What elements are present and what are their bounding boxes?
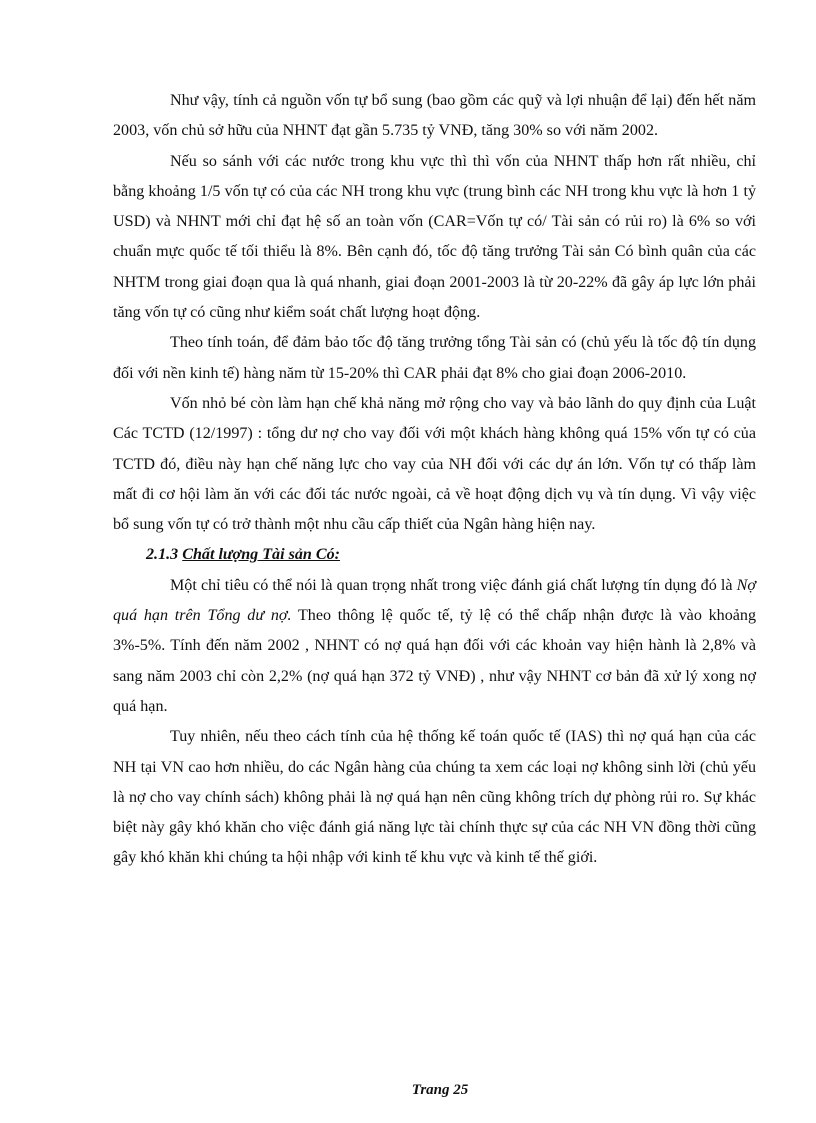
- overdue-prefix: Một chỉ tiêu có thể nói là quan trọng nhất trong việc đánh giá chất lượng tín dụng đó là: [170, 576, 737, 594]
- overdue-emphasis: Nợ quá hạn trên Tổng dư nợ.: [113, 576, 756, 625]
- paragraph-overdue-debt: [113, 571, 756, 722]
- paragraph-owner-equity: Như vậy, tính cả nguồn vốn tự bổ sung (bao gồm các quỹ và lợi nhuận để lại) đến hết năm 2003, vốn chủ sở hữu của NHNT đạt gần 5.735 tỷ VNĐ, tăng 30% so với năm 2002.: [113, 92, 756, 140]
- overdue-suffix: Theo thông lệ quốc tế, tỷ lệ có thể chấp nhận được là vào khoảng 3%-5%. Tính đến năm 2002 , NHNT có nợ quá hạn đối với các khoản vay hiện hành là 2,8% và sang năm 2003 chỉ còn 2,2% (nợ quá hạn 372 tỷ VNĐ) , như vậy NHNT cơ bản đã xử lý xong nợ quá hạn.: [113, 607, 756, 715]
- section-title: Chất lượng Tài sản Có:: [182, 546, 341, 564]
- paragraph-lending-limit: Vốn nhỏ bé còn làm hạn chế khả năng mở rộng cho vay và bảo lãnh do quy định của Luật Các TCTD (12/1997) : tổng dư nợ cho vay đối với một khách hàng không quá 15% vốn tự có của TCTD đó, điều này hạn chế năng lực cho vay của NH đối với các dự án lớn. Vốn tự có thấp làm mất đi cơ hội làm ăn với các đối tác nước ngoài, cả về hoạt động dịch vụ và tín dụng. Vì vậy việc bổ sung vốn tự có trở thành một nhu cầu cấp thiết của Ngân hàng hiện nay.: [113, 394, 756, 534]
- paragraph-regional-comparison: Nếu so sánh với các nước trong khu vực thì thì vốn của NHNT thấp hơn rất nhiều, chỉ bằng khoảng 1/5 vốn tự có của các NH trong khu vực (trung bình các NH trong khu vực là hơn 1 tỷ USD) và NHNT mới chỉ đạt hệ số an toàn vốn (CAR=Vốn tự có/ Tài sản có rủi ro) là 6% so với chuẩn mực quốc tế tối thiểu là 8%. Bên cạnh đó, tốc độ tăng trưởng Tài sản Có bình quân của các NHTM trong giai đoạn qua là quá nhanh, giai đoạn 2001-2003 là từ 20-22% đã gây áp lực lớn phải tăng vốn tự có cũng như kiểm soát chất lượng hoạt động.: [113, 152, 756, 322]
- document-page: [113, 86, 756, 874]
- section-heading: [113, 540, 756, 570]
- section-number: 2.1.3: [146, 546, 179, 564]
- paragraph-car-target: Theo tính toán, để đảm bảo tốc độ tăng trưởng tổng Tài sản có (chủ yếu là tốc độ tín dụng đối với nền kinh tế) hàng năm từ 15-20% thì CAR phải đạt 8% cho giai đoạn 2006-2010.: [113, 334, 756, 382]
- paragraph-ias-comparison: Tuy nhiên, nếu theo cách tính của hệ thống kế toán quốc tế (IAS) thì nợ quá hạn của các NH tại VN cao hơn nhiều, do các Ngân hàng của chúng ta xem các loại nợ không sinh lời (chủ yếu là nợ cho vay chính sách) không phải là nợ quá hạn nên cũng không trích dự phòng rủi ro. Sự khác biệt này gây khó khăn cho việc đánh giá năng lực tài chính thực sự của các NH VN đồng thời cũng gây khó khăn khi chúng ta hội nhập với kinh tế khu vực và kinh tế thế giới.: [113, 728, 756, 867]
- page-number: Trang 25: [411, 1082, 469, 1098]
